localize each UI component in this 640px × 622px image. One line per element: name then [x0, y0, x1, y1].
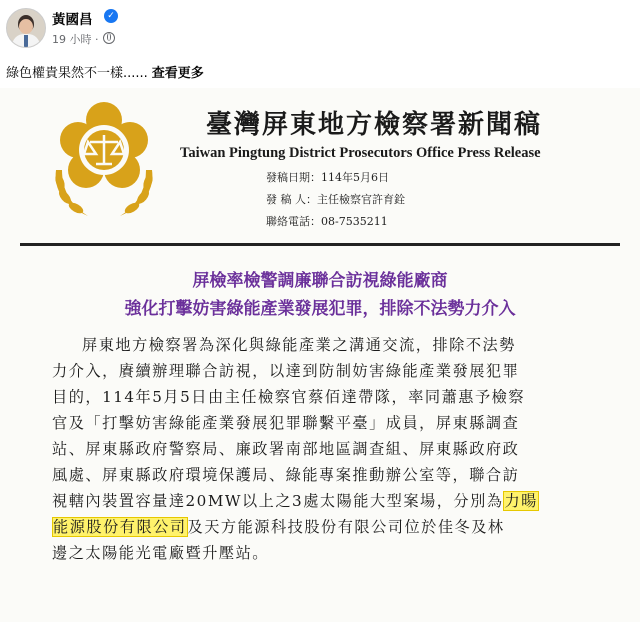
body-line: 邊之太陽能光電廠暨升壓站。 — [52, 544, 269, 562]
prosecutors-office-emblem-icon — [48, 100, 160, 220]
body-text-segment: 視轄內裝置容量達20MW以上之3處太陽能大型案場，分別為 — [52, 492, 504, 510]
body-line: 風處、屏東縣政府環境保護局、綠能專案推動辦公室等，聯合訪 — [52, 466, 520, 484]
author-avatar[interactable] — [6, 8, 46, 48]
release-date: 發稿日期：114年5月6日 — [266, 171, 389, 184]
document-meta — [266, 167, 405, 233]
see-more-link[interactable]: 查看更多 — [151, 66, 204, 81]
body-text-segment: 及天方能源科技股份有限公司位於佳冬及林 — [187, 518, 505, 536]
contact-phone: 聯絡電話：08-7535211 — [266, 215, 388, 228]
header-divider — [20, 243, 620, 246]
author-name[interactable]: 黃國昌 — [52, 12, 93, 28]
body-line: 站、屏東縣政府警察局、廉政署南部地區調查組、屏東縣政府政 — [52, 440, 520, 458]
document-title-english: Taiwan Pingtung District Prosecutors Office Press Release — [180, 145, 541, 161]
post-text — [6, 62, 204, 81]
body-line — [52, 514, 612, 540]
body-line: 力介入，賡續辦理聯合訪視，以達到防制妨害綠能產業發展犯罪 — [52, 362, 520, 380]
public-globe-icon — [103, 32, 115, 44]
document-title: 臺灣屏東地方檢察署新聞稿 — [206, 110, 543, 140]
post-meta: 19 小時 · — [52, 31, 115, 47]
highlighted-company-name: 能源股份有限公司 — [53, 518, 187, 536]
press-release-image[interactable] — [0, 88, 640, 622]
document-body — [52, 332, 612, 566]
body-line: 目的，114年5月5日由主任檢察官蔡佰達帶隊，率同蕭惠予檢察 — [52, 388, 526, 406]
post-header — [0, 0, 640, 56]
body-line — [52, 488, 612, 514]
headline-secondary: 強化打擊妨害綠能產業發展犯罪，排除不法勢力介入 — [124, 299, 516, 319]
post-time[interactable]: 19 小時 — [52, 33, 92, 46]
verified-badge-icon: ✓ — [104, 9, 118, 23]
body-line: 官及「打擊妨害綠能產業發展犯罪聯繫平臺」成員，屏東縣調查 — [52, 414, 520, 432]
body-line: 屏東地方檢察署為深化與綠能產業之溝通交流，排除不法勢 — [82, 336, 516, 354]
headline-primary: 屏檢率檢警調廉聯合訪視綠能廠商 — [192, 271, 448, 291]
release-issuer: 發 稿 人：主任檢察官許育銓 — [266, 193, 405, 206]
post-caption: 綠色權貴果然不一樣...... — [6, 66, 148, 81]
highlighted-company-name: 力暘 — [504, 492, 538, 510]
